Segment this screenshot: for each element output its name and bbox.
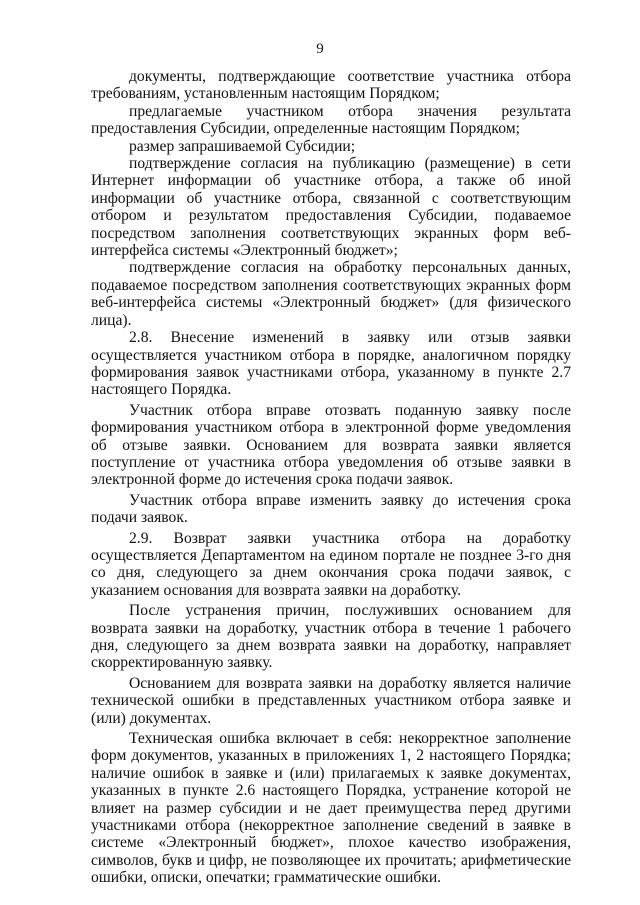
paragraph: документы, подтверждающие соответствие участника отбора требованиям, установленным настоящим Порядком;: [91, 68, 571, 103]
paragraph: предлагаемые участником отбора значения результата предоставления Субсидии, определенные настоящим Порядком;: [91, 102, 571, 138]
paragraph: Основанием для возврата заявки на доработку является наличие технической ошибки в представленных участником отбора заявке и (или) документах.: [91, 674, 571, 727]
paragraph: подтверждение согласия на публикацию (размещение) в сети Интернет информации об участнике отбора, а также об иной информации об участнике отбора, связанной с соответствующим отбором и результатом предоставления Субсидии, подаваемое посредством заполнения соответствующих экранных форм веб-интерфейса системы «Электронный бюджет»;: [91, 155, 571, 260]
paragraph: Техническая ошибка включает в себя: некорректное заполнение форм документов, указанных в приложениях 1, 2 настоящего Порядка; наличие ошибок в заявке и (или) прилагаемых к заявке документах, указанных в пункте 2.6 настоящего Порядка, устранение которой не влияет на размер субсидии и не дает преимущества перед другими участниками отбора (некорректное заполнение сведений в заявке в системе «Электронный бюджет», плохое качество изображения, символов, букв и цифр, не позволяющее их прочитать; арифметические ошибки, описки, опечатки; грамматические ошибки.: [91, 730, 571, 887]
paragraph: 2.8. Внесение изменений в заявку или отзыв заявки осуществляется участником отбора в порядке, аналогичном порядку формирования заявок участниками отбора, указанному в пункте 2.7 настоящего Порядка.: [91, 329, 571, 399]
paragraph: После устранения причин, послуживших основанием для возврата заявки на доработку, участник отбора в течение 1 рабочего дня, следующего за днем возврата заявки на доработку, направляет скорректированную заявку.: [91, 602, 571, 672]
paragraph: Участник отбора вправе изменить заявку до истечения срока подачи заявок.: [91, 491, 571, 527]
paragraph: подтверждение согласия на обработку персональных данных, подаваемое посредством заполнения соответствующих экранных форм веб-интерфейса системы «Электронный бюджет» (для физического лица).: [91, 259, 571, 329]
paragraph: 2.9. Возврат заявки участника отбора на доработку осуществляется Департаментом на едином портале не позднее 3-го дня со дня, следующего за днем окончания срока подачи заявок, с указанием основания для возврата заявки на доработку.: [91, 529, 571, 599]
page-number: 9: [316, 41, 324, 57]
paragraph: размер запрашиваемой Субсидии;: [129, 137, 356, 155]
paragraph: Участник отбора вправе отозвать поданную заявку после формирования участником отбора в электронной форме уведомления об отзыве заявки. Основанием для возврата заявки является поступление от участника отбора уведомления об отзыве заявки в электронной форме до истечения срока подачи заявок.: [91, 401, 571, 489]
page-body: [91, 68, 571, 887]
